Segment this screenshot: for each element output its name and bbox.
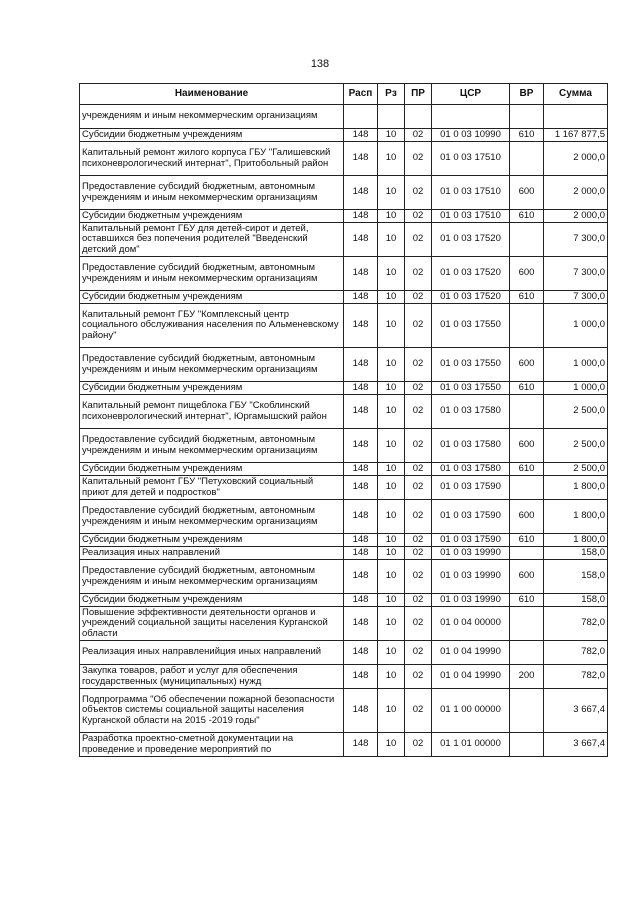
row-rasp-cell: 148 <box>344 500 378 534</box>
table-row <box>80 395 608 429</box>
row-rasp-cell: 148 <box>344 291 378 304</box>
row-rz-cell: 10 <box>378 689 405 733</box>
row-rasp-cell: 148 <box>344 547 378 560</box>
row-rz-cell: 10 <box>378 395 405 429</box>
row-rz-cell: 10 <box>378 560 405 594</box>
row-pr-cell: 02 <box>405 476 432 500</box>
row-name-cell: Субсидии бюджетным учреждениям <box>80 210 344 223</box>
row-name-cell: Капитальный ремонт ГБУ "Комплексный центр социального обслуживания населения по Альменевскому району" <box>80 304 344 348</box>
row-rasp-cell: 148 <box>344 304 378 348</box>
row-pr-cell: 02 <box>405 500 432 534</box>
table-row <box>80 223 608 257</box>
row-name-cell: Предоставление субсидий бюджетным, автономным учреждениям и иным некоммерческим организациям <box>80 176 344 210</box>
row-pr-cell: 02 <box>405 223 432 257</box>
row-sum-cell: 1 000,0 <box>544 348 608 382</box>
row-pr-cell: 02 <box>405 210 432 223</box>
row-sum-cell: 782,0 <box>544 665 608 689</box>
row-pr-cell: 02 <box>405 594 432 607</box>
row-rasp-cell: 148 <box>344 594 378 607</box>
row-vr-cell <box>510 733 544 757</box>
row-name-cell: Субсидии бюджетным учреждениям <box>80 534 344 547</box>
row-csr-cell: 01 0 03 17520 <box>432 223 510 257</box>
column-header-csr: ЦСР <box>432 84 510 105</box>
row-name-cell: Капитальный ремонт ГБУ "Петуховский социальный приют для детей и подростков" <box>80 476 344 500</box>
row-pr-cell: 02 <box>405 382 432 395</box>
row-name-cell: Капитальный ремонт жилого корпуса ГБУ "Галишевский психоневрологический интернат", Притобольный район <box>80 142 344 176</box>
table-row <box>80 560 608 594</box>
row-rz-cell: 10 <box>378 129 405 142</box>
row-rz-cell: 10 <box>378 291 405 304</box>
row-sum-cell: 158,0 <box>544 594 608 607</box>
table-row <box>80 594 608 607</box>
row-vr-cell: 600 <box>510 348 544 382</box>
row-csr-cell: 01 0 03 17520 <box>432 257 510 291</box>
row-pr-cell: 02 <box>405 560 432 594</box>
row-vr-cell <box>510 607 544 641</box>
column-header-rasp: Расп <box>344 84 378 105</box>
row-name-cell: Реализация иных направленийция иных направлений <box>80 641 344 665</box>
row-sum-cell: 2 500,0 <box>544 463 608 476</box>
row-name-cell: Субсидии бюджетным учреждениям <box>80 382 344 395</box>
row-csr-cell: 01 0 03 17510 <box>432 210 510 223</box>
row-csr-cell: 01 0 03 19990 <box>432 547 510 560</box>
row-rasp-cell: 148 <box>344 534 378 547</box>
row-vr-cell <box>510 304 544 348</box>
row-name-cell: учреждениям и иным некоммерческим организациям <box>80 105 344 129</box>
row-rasp-cell: 148 <box>344 607 378 641</box>
row-name-cell: Субсидии бюджетным учреждениям <box>80 594 344 607</box>
row-sum-cell: 7 300,0 <box>544 223 608 257</box>
row-vr-cell: 600 <box>510 257 544 291</box>
row-rz-cell: 10 <box>378 594 405 607</box>
row-rasp-cell: 148 <box>344 395 378 429</box>
table-header-row <box>80 84 608 105</box>
row-name-cell: Предоставление субсидий бюджетным, автономным учреждениям и иным некоммерческим организациям <box>80 560 344 594</box>
row-name-cell: Предоставление субсидий бюджетным, автономным учреждениям и иным некоммерческим организациям <box>80 348 344 382</box>
table-row <box>80 105 608 129</box>
row-rasp-cell: 148 <box>344 382 378 395</box>
row-rz-cell: 10 <box>378 223 405 257</box>
row-rz-cell: 10 <box>378 176 405 210</box>
row-pr-cell: 02 <box>405 429 432 463</box>
row-sum-cell: 1 800,0 <box>544 534 608 547</box>
column-header-name: Наименование <box>80 84 344 105</box>
row-rasp-cell: 148 <box>344 560 378 594</box>
row-csr-cell: 01 0 03 19990 <box>432 594 510 607</box>
row-csr-cell: 01 0 03 17550 <box>432 382 510 395</box>
row-rz-cell <box>378 105 405 129</box>
row-sum-cell <box>544 105 608 129</box>
row-csr-cell: 01 0 03 17510 <box>432 142 510 176</box>
row-rz-cell: 10 <box>378 500 405 534</box>
row-rz-cell: 10 <box>378 733 405 757</box>
row-pr-cell: 02 <box>405 607 432 641</box>
column-header-vr: ВР <box>510 84 544 105</box>
row-name-cell: Предоставление субсидий бюджетным, автономным учреждениям и иным некоммерческим организациям <box>80 429 344 463</box>
row-sum-cell: 1 000,0 <box>544 304 608 348</box>
row-name-cell: Капитальный ремонт ГБУ для детей-сирот и детей, оставшихся без попечения родителей "Введенский детский дом" <box>80 223 344 257</box>
row-csr-cell: 01 0 03 17590 <box>432 476 510 500</box>
table-row <box>80 176 608 210</box>
table-row <box>80 129 608 142</box>
row-csr-cell: 01 0 04 00000 <box>432 607 510 641</box>
row-csr-cell: 01 0 03 17550 <box>432 348 510 382</box>
row-sum-cell: 3 667,4 <box>544 733 608 757</box>
table-row <box>80 463 608 476</box>
table-row <box>80 429 608 463</box>
table-row <box>80 304 608 348</box>
column-header-rz: Рз <box>378 84 405 105</box>
table-row <box>80 142 608 176</box>
table-row <box>80 291 608 304</box>
row-pr-cell: 02 <box>405 142 432 176</box>
row-rasp-cell: 148 <box>344 142 378 176</box>
row-rasp-cell: 148 <box>344 429 378 463</box>
row-pr-cell: 02 <box>405 689 432 733</box>
row-sum-cell: 1 800,0 <box>544 500 608 534</box>
row-rz-cell: 10 <box>378 463 405 476</box>
row-rasp-cell: 148 <box>344 257 378 291</box>
row-csr-cell: 01 0 03 17520 <box>432 291 510 304</box>
row-vr-cell: 610 <box>510 291 544 304</box>
row-sum-cell: 2 000,0 <box>544 210 608 223</box>
row-rasp-cell: 148 <box>344 223 378 257</box>
row-sum-cell: 3 667,4 <box>544 689 608 733</box>
row-pr-cell: 02 <box>405 395 432 429</box>
table-row <box>80 382 608 395</box>
row-csr-cell: 01 0 03 17580 <box>432 395 510 429</box>
row-vr-cell <box>510 395 544 429</box>
row-pr-cell: 02 <box>405 348 432 382</box>
page-number: 138 <box>310 58 330 70</box>
row-rz-cell: 10 <box>378 607 405 641</box>
row-sum-cell: 2 500,0 <box>544 429 608 463</box>
row-sum-cell: 2 000,0 <box>544 176 608 210</box>
table-row <box>80 689 608 733</box>
row-rasp-cell: 148 <box>344 210 378 223</box>
row-vr-cell: 610 <box>510 382 544 395</box>
row-sum-cell: 158,0 <box>544 547 608 560</box>
row-vr-cell <box>510 105 544 129</box>
row-pr-cell: 02 <box>405 257 432 291</box>
row-vr-cell: 610 <box>510 129 544 142</box>
row-pr-cell: 02 <box>405 534 432 547</box>
row-name-cell: Закупка товаров, работ и услуг для обеспечения государственных (муниципальных) нужд <box>80 665 344 689</box>
row-vr-cell <box>510 223 544 257</box>
row-rz-cell: 10 <box>378 547 405 560</box>
row-vr-cell <box>510 547 544 560</box>
row-pr-cell: 02 <box>405 547 432 560</box>
row-sum-cell: 1 167 877,5 <box>544 129 608 142</box>
row-vr-cell: 600 <box>510 560 544 594</box>
row-csr-cell: 01 0 03 10990 <box>432 129 510 142</box>
row-csr-cell: 01 0 03 17590 <box>432 500 510 534</box>
table-row <box>80 257 608 291</box>
row-csr-cell: 01 1 00 00000 <box>432 689 510 733</box>
budget-table <box>79 83 608 757</box>
row-csr-cell: 01 0 03 17580 <box>432 463 510 476</box>
row-vr-cell <box>510 476 544 500</box>
row-vr-cell: 610 <box>510 534 544 547</box>
table-row <box>80 733 608 757</box>
row-name-cell: Субсидии бюджетным учреждениям <box>80 291 344 304</box>
row-rz-cell: 10 <box>378 429 405 463</box>
row-rz-cell: 10 <box>378 257 405 291</box>
row-pr-cell: 02 <box>405 291 432 304</box>
row-vr-cell <box>510 689 544 733</box>
row-rasp-cell: 148 <box>344 348 378 382</box>
row-name-cell: Предоставление субсидий бюджетным, автономным учреждениям и иным некоммерческим организациям <box>80 500 344 534</box>
row-csr-cell <box>432 105 510 129</box>
row-rz-cell: 10 <box>378 348 405 382</box>
table-row <box>80 476 608 500</box>
row-rasp-cell <box>344 105 378 129</box>
row-rasp-cell: 148 <box>344 129 378 142</box>
row-vr-cell: 600 <box>510 176 544 210</box>
row-csr-cell: 01 1 01 00000 <box>432 733 510 757</box>
row-pr-cell: 02 <box>405 129 432 142</box>
table-row <box>80 641 608 665</box>
row-pr-cell: 02 <box>405 176 432 210</box>
row-csr-cell: 01 0 04 19990 <box>432 665 510 689</box>
row-csr-cell: 01 0 03 19990 <box>432 560 510 594</box>
row-rz-cell: 10 <box>378 382 405 395</box>
row-rasp-cell: 148 <box>344 733 378 757</box>
row-csr-cell: 01 0 03 17580 <box>432 429 510 463</box>
table-row <box>80 500 608 534</box>
row-rz-cell: 10 <box>378 476 405 500</box>
row-rz-cell: 10 <box>378 665 405 689</box>
row-vr-cell <box>510 641 544 665</box>
row-csr-cell: 01 0 03 17590 <box>432 534 510 547</box>
row-rasp-cell: 148 <box>344 176 378 210</box>
column-header-pr: ПР <box>405 84 432 105</box>
row-pr-cell: 02 <box>405 665 432 689</box>
row-csr-cell: 01 0 03 17550 <box>432 304 510 348</box>
row-sum-cell: 158,0 <box>544 560 608 594</box>
row-rasp-cell: 148 <box>344 641 378 665</box>
row-vr-cell: 600 <box>510 500 544 534</box>
row-pr-cell: 02 <box>405 304 432 348</box>
row-rz-cell: 10 <box>378 210 405 223</box>
table-row <box>80 210 608 223</box>
table-row <box>80 534 608 547</box>
row-name-cell: Подпрограмма "Об обеспечении пожарной безопасности объектов системы социальной защиты населения Курганской области на 2015 -2019 годы" <box>80 689 344 733</box>
row-vr-cell: 610 <box>510 463 544 476</box>
row-name-cell: Субсидии бюджетным учреждениям <box>80 463 344 476</box>
table-body <box>80 105 608 757</box>
row-name-cell: Разработка проектно-сметной документации на проведение и проведение мероприятий по <box>80 733 344 757</box>
row-vr-cell <box>510 142 544 176</box>
row-sum-cell: 2 000,0 <box>544 142 608 176</box>
row-vr-cell: 610 <box>510 594 544 607</box>
row-rz-cell: 10 <box>378 304 405 348</box>
row-name-cell: Повышение эффективности деятельности органов и учреждений социальной защиты населения Курганской области <box>80 607 344 641</box>
row-sum-cell: 782,0 <box>544 607 608 641</box>
row-pr-cell: 02 <box>405 463 432 476</box>
row-sum-cell: 2 500,0 <box>544 395 608 429</box>
row-name-cell: Капитальный ремонт пищеблока ГБУ "Скоблинский психоневрологический интернат", Юргамышский район <box>80 395 344 429</box>
column-header-sum: Сумма <box>544 84 608 105</box>
row-pr-cell <box>405 105 432 129</box>
table-row <box>80 348 608 382</box>
row-sum-cell: 7 300,0 <box>544 291 608 304</box>
row-rz-cell: 10 <box>378 142 405 176</box>
row-rasp-cell: 148 <box>344 665 378 689</box>
row-vr-cell: 200 <box>510 665 544 689</box>
row-vr-cell: 610 <box>510 210 544 223</box>
row-name-cell: Субсидии бюджетным учреждениям <box>80 129 344 142</box>
row-name-cell: Реализация иных направлений <box>80 547 344 560</box>
row-name-cell: Предоставление субсидий бюджетным, автономным учреждениям и иным некоммерческим организациям <box>80 257 344 291</box>
row-csr-cell: 01 0 03 17510 <box>432 176 510 210</box>
table-row <box>80 665 608 689</box>
row-vr-cell: 600 <box>510 429 544 463</box>
row-pr-cell: 02 <box>405 733 432 757</box>
row-rasp-cell: 148 <box>344 463 378 476</box>
row-csr-cell: 01 0 04 19990 <box>432 641 510 665</box>
table-row <box>80 547 608 560</box>
row-pr-cell: 02 <box>405 641 432 665</box>
row-sum-cell: 1 000,0 <box>544 382 608 395</box>
row-rz-cell: 10 <box>378 534 405 547</box>
row-sum-cell: 1 800,0 <box>544 476 608 500</box>
table-row <box>80 607 608 641</box>
row-rasp-cell: 148 <box>344 476 378 500</box>
row-sum-cell: 7 300,0 <box>544 257 608 291</box>
row-sum-cell: 782,0 <box>544 641 608 665</box>
row-rz-cell: 10 <box>378 641 405 665</box>
row-rasp-cell: 148 <box>344 689 378 733</box>
